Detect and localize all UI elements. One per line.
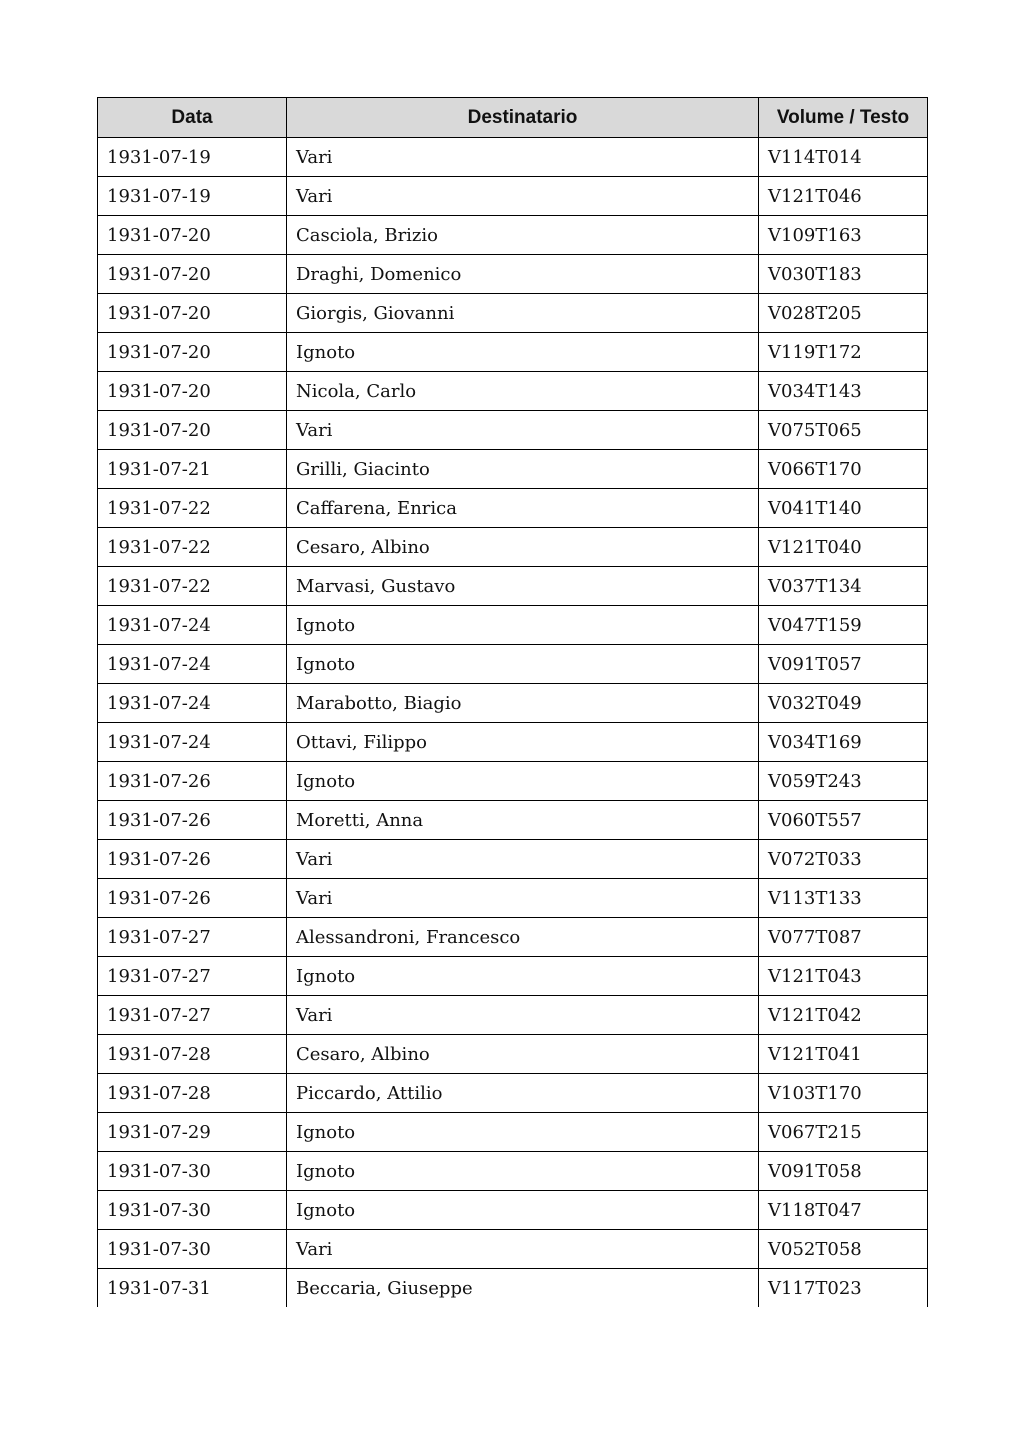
table-row [98,996,928,1035]
cell-recipient: Ignoto [287,957,759,996]
table-row [98,1113,928,1152]
table-row [98,255,928,294]
cell-volume-text: V119T172 [759,333,928,372]
cell-recipient: Ignoto [287,645,759,684]
cell-recipient: Ignoto [287,762,759,801]
table-row [98,918,928,957]
cell-recipient: Ottavi, Filippo [287,723,759,762]
cell-volume-text: V091T057 [759,645,928,684]
cell-volume-text: V032T049 [759,684,928,723]
cell-date: 1931-07-20 [98,216,287,255]
letters-index-table [97,97,928,1307]
column-header-date: Data [98,98,287,138]
table-header [98,98,928,138]
cell-volume-text: V091T058 [759,1152,928,1191]
table-row [98,762,928,801]
table-body [98,138,928,1308]
cell-date: 1931-07-30 [98,1152,287,1191]
cell-date: 1931-07-19 [98,177,287,216]
cell-recipient: Vari [287,840,759,879]
table-row [98,294,928,333]
cell-recipient: Vari [287,177,759,216]
cell-date: 1931-07-29 [98,1113,287,1152]
table-row [98,528,928,567]
cell-date: 1931-07-27 [98,996,287,1035]
cell-date: 1931-07-19 [98,138,287,177]
cell-volume-text: V103T170 [759,1074,928,1113]
cell-date: 1931-07-20 [98,294,287,333]
table-row [98,177,928,216]
cell-volume-text: V034T143 [759,372,928,411]
cell-date: 1931-07-26 [98,879,287,918]
cell-recipient: Ignoto [287,606,759,645]
table-row [98,411,928,450]
cell-volume-text: V121T046 [759,177,928,216]
table-row [98,801,928,840]
cell-date: 1931-07-26 [98,840,287,879]
column-header-recipient: Destinatario [287,98,759,138]
cell-date: 1931-07-22 [98,528,287,567]
cell-recipient: Giorgis, Giovanni [287,294,759,333]
cell-recipient: Piccardo, Attilio [287,1074,759,1113]
table-row [98,1035,928,1074]
table-row [98,567,928,606]
table-row [98,1269,928,1308]
cell-volume-text: V060T557 [759,801,928,840]
cell-volume-text: V118T047 [759,1191,928,1230]
table-row [98,489,928,528]
table-row [98,957,928,996]
cell-recipient: Marvasi, Gustavo [287,567,759,606]
cell-recipient: Vari [287,1230,759,1269]
cell-recipient: Caffarena, Enrica [287,489,759,528]
cell-volume-text: V072T033 [759,840,928,879]
cell-date: 1931-07-20 [98,333,287,372]
cell-volume-text: V114T014 [759,138,928,177]
cell-date: 1931-07-20 [98,255,287,294]
cell-recipient: Grilli, Giacinto [287,450,759,489]
cell-date: 1931-07-26 [98,762,287,801]
cell-recipient: Ignoto [287,333,759,372]
table-row [98,1152,928,1191]
header-row [98,98,928,138]
table-row [98,372,928,411]
table-row [98,450,928,489]
cell-date: 1931-07-22 [98,489,287,528]
table-row [98,333,928,372]
cell-date: 1931-07-24 [98,645,287,684]
cell-volume-text: V121T040 [759,528,928,567]
cell-recipient: Alessandroni, Francesco [287,918,759,957]
table-row [98,840,928,879]
cell-date: 1931-07-30 [98,1230,287,1269]
cell-recipient: Ignoto [287,1152,759,1191]
cell-recipient: Ignoto [287,1191,759,1230]
cell-date: 1931-07-20 [98,411,287,450]
cell-recipient: Cesaro, Albino [287,528,759,567]
table-row [98,879,928,918]
cell-recipient: Ignoto [287,1113,759,1152]
table-row [98,723,928,762]
cell-volume-text: V121T043 [759,957,928,996]
cell-recipient: Moretti, Anna [287,801,759,840]
cell-volume-text: V059T243 [759,762,928,801]
cell-volume-text: V109T163 [759,216,928,255]
cell-date: 1931-07-28 [98,1074,287,1113]
table-row [98,138,928,177]
cell-volume-text: V030T183 [759,255,928,294]
cell-recipient: Marabotto, Biagio [287,684,759,723]
cell-date: 1931-07-24 [98,606,287,645]
cell-recipient: Cesaro, Albino [287,1035,759,1074]
cell-volume-text: V052T058 [759,1230,928,1269]
cell-date: 1931-07-26 [98,801,287,840]
cell-date: 1931-07-27 [98,918,287,957]
cell-date: 1931-07-24 [98,684,287,723]
cell-volume-text: V113T133 [759,879,928,918]
cell-date: 1931-07-30 [98,1191,287,1230]
cell-volume-text: V121T042 [759,996,928,1035]
table-row [98,606,928,645]
cell-volume-text: V066T170 [759,450,928,489]
cell-volume-text: V121T041 [759,1035,928,1074]
cell-date: 1931-07-31 [98,1269,287,1308]
table-row [98,1074,928,1113]
cell-recipient: Beccaria, Giuseppe [287,1269,759,1308]
cell-recipient: Casciola, Brizio [287,216,759,255]
cell-recipient: Vari [287,411,759,450]
cell-recipient: Nicola, Carlo [287,372,759,411]
cell-volume-text: V067T215 [759,1113,928,1152]
cell-volume-text: V117T023 [759,1269,928,1308]
cell-date: 1931-07-27 [98,957,287,996]
cell-volume-text: V034T169 [759,723,928,762]
cell-volume-text: V047T159 [759,606,928,645]
table-row [98,216,928,255]
cell-recipient: Vari [287,138,759,177]
cell-recipient: Vari [287,996,759,1035]
cell-date: 1931-07-28 [98,1035,287,1074]
cell-recipient: Vari [287,879,759,918]
table-row [98,1191,928,1230]
table-row [98,645,928,684]
cell-volume-text: V037T134 [759,567,928,606]
cell-volume-text: V077T087 [759,918,928,957]
column-header-volume-text: Volume / Testo [759,98,928,138]
cell-volume-text: V041T140 [759,489,928,528]
cell-date: 1931-07-24 [98,723,287,762]
cell-date: 1931-07-22 [98,567,287,606]
table-row [98,684,928,723]
cell-volume-text: V028T205 [759,294,928,333]
cell-date: 1931-07-21 [98,450,287,489]
table-row [98,1230,928,1269]
cell-date: 1931-07-20 [98,372,287,411]
cell-recipient: Draghi, Domenico [287,255,759,294]
cell-volume-text: V075T065 [759,411,928,450]
